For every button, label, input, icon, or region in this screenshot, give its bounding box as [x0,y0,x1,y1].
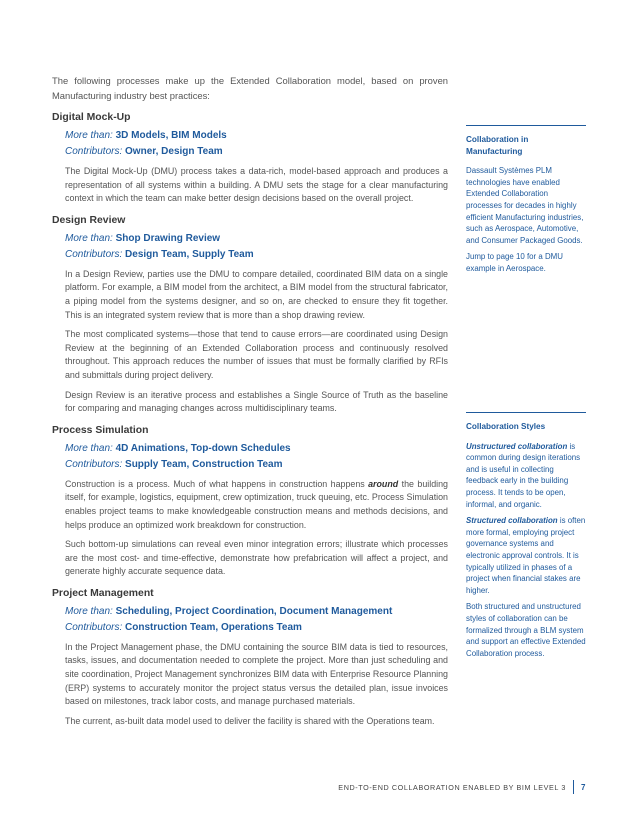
contributors-line [65,144,448,159]
sidebar-paragraph: Both structured and unstructured styles of collaboration can be formalized through a BLM system and support an effective Extended Collaboration process. [466,602,586,658]
sidebar-paragraph [466,515,586,596]
more-than-label: More than: [65,130,113,141]
contributors-label: Contributors: [65,248,123,260]
contributors-value: Owner, Design Team [125,146,223,157]
sidebar-highlight: Unstructured collaboration [466,441,568,451]
contributors-line [65,620,448,635]
contributors-line [65,457,448,472]
page-number: 7 [580,782,586,792]
body-paragraph: The most complicated systems—those that tend to cause errors—are coordinated using Design Review at the beginning of an Extended Collaboration process and continuously resolved throughout. This approach reduces the number of issues that must be formally clarified by RFIs and submittals during project delivery. [65,329,448,380]
body-paragraph: Such bottom-up simulations can reveal even minor integration errors; illustrate which processes are the most cost- and time-effective, demonstrate how prefabrication will affect a project, and generate highly accurate sequence data. [65,539,448,577]
more-than-label: More than: [65,442,113,454]
more-than-label: More than: [65,605,113,617]
section-title: Digital Mock-Up [52,112,131,123]
text-run: is common during design iterations and is useful in collecting feedback early in the building process. It tends to be open, informal, and organic. [466,441,581,509]
section-title: Project Management [52,587,154,599]
sidebar-paragraph: Dassault Systèmes PLM technologies have enabled Extended Collaboration processes for decades in highly efficient Manufacturing industries, such as Aerospace, Automotive, and Consumer Packaged Goods. [466,166,584,245]
body-paragraph: The Digital Mock-Up (DMU) process takes a data-rich, model-based approach and produces a representation of all systems within a building. A DMU sets the stage for a clear manufacturing context in which the team can make better design decisions based on the overall project. [65,166,448,204]
more-than-value: 4D Animations, Top-down Schedules [115,442,291,454]
sidebar-collaboration-in-manufacturing [466,125,586,280]
contributors-value: Design Team, Supply Team [125,248,254,260]
more-than-value: Shop Drawing Review [115,232,221,244]
emphasis-around: around [368,478,399,489]
more-than-line [65,128,448,143]
intro-paragraph: The following processes make up the Extended Collaboration model, based on proven Manufacturing industry best practices: [52,75,448,101]
more-than-value: 3D Models, BIM Models [115,130,227,141]
main-column [52,74,448,736]
contributors-label: Contributors: [65,458,123,470]
more-than-line [65,441,448,456]
section-design-review [52,214,448,416]
more-than-value: Scheduling, Project Coordination, Document Management [115,605,393,617]
page-footer [338,780,586,794]
body-paragraph [65,478,448,532]
body-paragraph: In a Design Review, parties use the DMU to compare detailed, coordinated BIM data on a single platform. For example, a BIM model from the architect, a BIM model from the structural fabricator, a piping model from the systems designer, and so on, are checked to ensure they fit together. This is an integrated system review that is more than a shop drawing review. [65,268,448,320]
more-than-label: More than: [65,232,113,244]
sidebar-title: Collaboration Styles [466,422,546,431]
sidebar-paragraph [466,441,586,511]
section-title: Process Simulation [52,424,149,436]
section-digital-mock-up [52,111,448,206]
text-run: is often more formal, employing project governance systems and electronic approval controls. It is typically utilized in phases of a project when financial stakes are higher. [466,516,586,595]
contributors-value: Supply Team, Construction Team [125,458,283,470]
contributors-label: Contributors: [65,146,123,157]
footer-divider [573,780,574,794]
sidebar-highlight: Structured collaboration [466,516,558,526]
body-paragraph: Design Review is an iterative process and establishes a Single Source of Truth as the baseline for comparing and managing changes across multidisciplinary teams. [65,389,448,414]
sidebar-paragraph: Jump to page 10 for a DMU example in Aerospace. [466,252,563,273]
text-run: Construction is a process. Much of what happens in construction happens [65,478,369,489]
more-than-line [65,604,448,619]
body-paragraph: The current, as-built data model used to deliver the facility is shared with the Operations team. [65,715,435,726]
section-project-management [52,587,448,729]
body-paragraph: In the Project Management phase, the DMU containing the source BIM data is tied to resources, tasks, issues, and documentation needed to complete the project. More than just scheduling and site coordination, Project Management synchronizes BIM data with Enterprise Resource Planning (ERP) systems to accurately monitor the project status versus the detailed plan, issue invoices based on milestones, track labor costs, and manage purchased materials. [65,641,448,707]
section-title: Design Review [52,214,126,226]
section-process-simulation [52,424,448,579]
footer-title: END-TO-END COLLABORATION ENABLED BY BIM LEVEL 3 [338,782,566,792]
sidebar-title: Collaboration in Manufacturing [466,135,529,156]
contributors-value: Construction Team, Operations Team [125,621,302,633]
sidebar-collaboration-styles [466,412,586,664]
sidebar-rule [466,412,586,413]
text-run: the building itself, for example, logistics, equipment, crew optimization, truck queuing, etc. Process Simulation enables project teams to make knowledgeable construction means and methods decisions, and helps produce an optimized work breakdown for construction. [65,478,448,530]
contributors-label: Contributors: [65,621,123,633]
sidebar-rule [466,125,586,126]
more-than-line [65,231,448,246]
contributors-line [65,247,448,262]
